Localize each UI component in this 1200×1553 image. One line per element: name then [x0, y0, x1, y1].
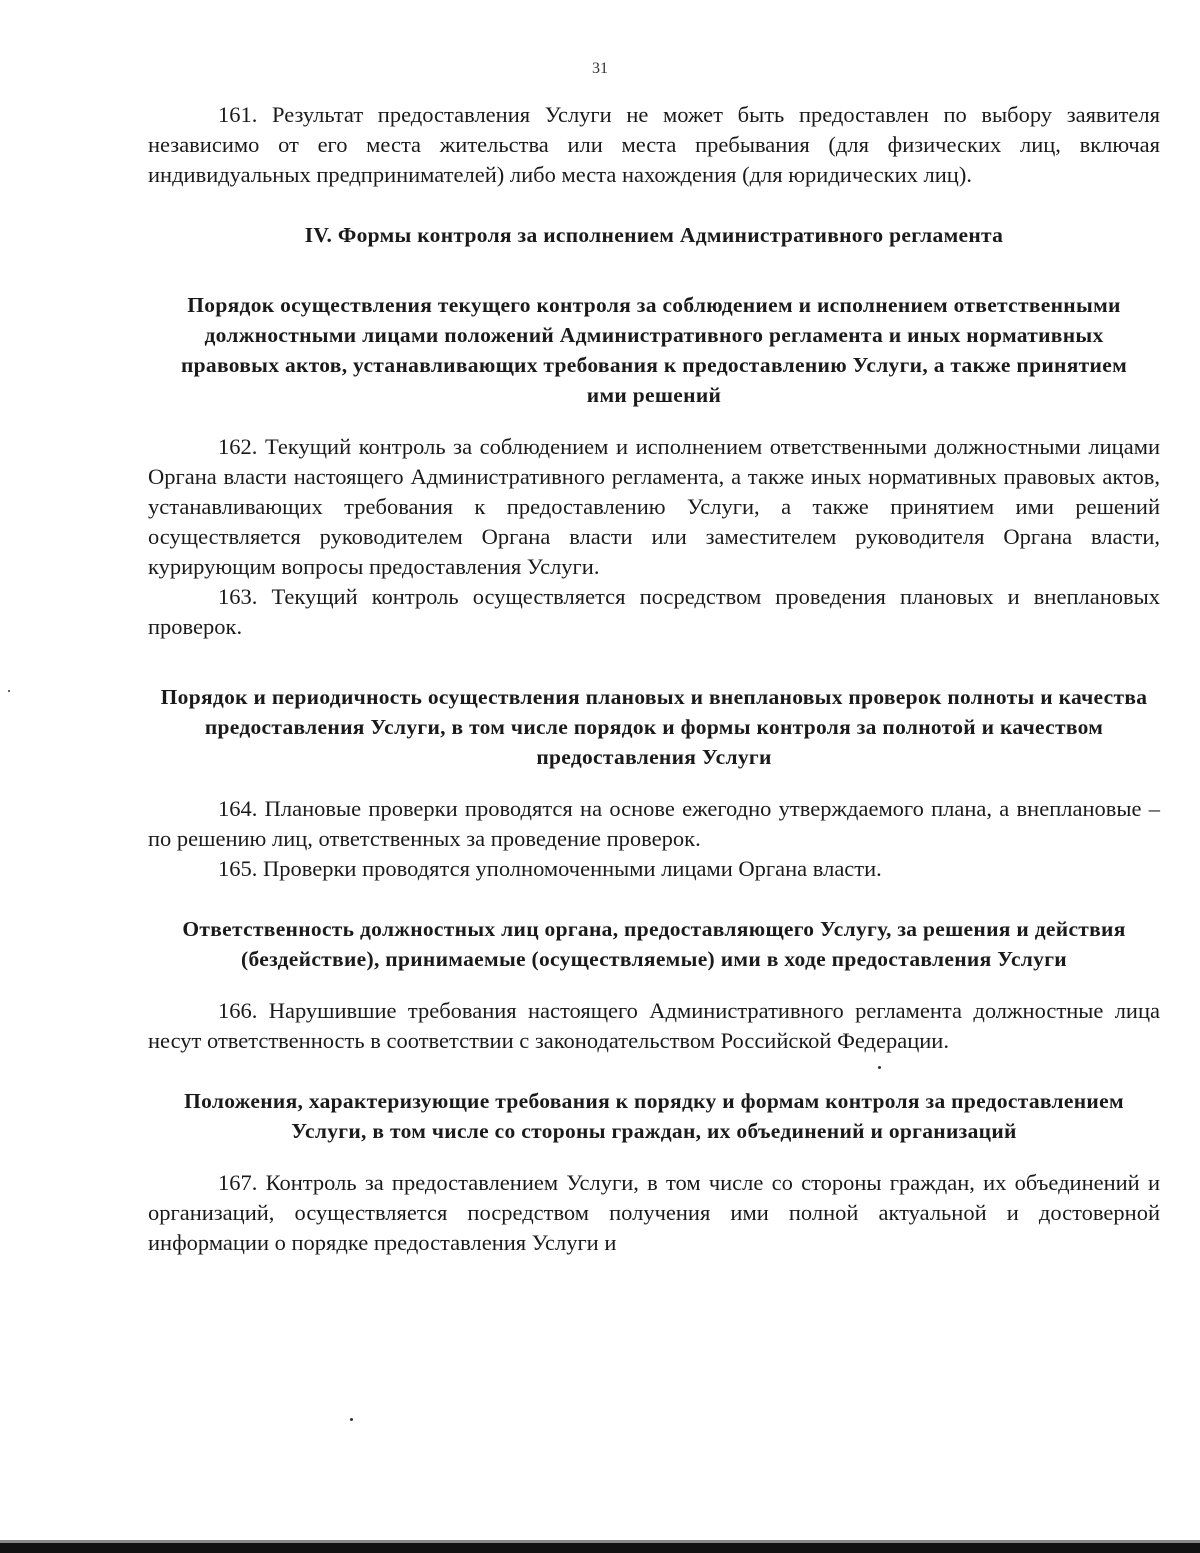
subheading-responsibility: Ответственность должностных лиц органа, предоставляющего Услугу, за решения и действия (бездействие), принимаемые (осуществляемые) ими в ходе предоставления Услуги	[182, 917, 1126, 971]
paragraph-163: 163. Текущий контроль осуществляется посредством проведения плановых и внеплановых проверок.	[148, 584, 1160, 639]
scan-bottom-edge	[0, 1543, 1200, 1553]
subheading-public-control: Положения, характеризующие требования к порядку и формам контроля за предоставлением Услуги, в том числе со стороны граждан, их объединений и организаций	[184, 1089, 1124, 1143]
document-body	[148, 100, 1160, 1258]
paragraph-167: 167. Контроль за предоставлением Услуги, в том числе со стороны граждан, их объединений и организаций, осуществляется посредством получения ими полной актуальной и достоверной информации о порядке предоставления Услуги и	[148, 1170, 1160, 1255]
subheading-inspections: Порядок и периодичность осуществления плановых и внеплановых проверок полноты и качества предоставления Услуги, в том числе порядок и формы контроля за полнотой и качеством предоставления Услуги	[160, 685, 1148, 769]
scan-speck	[8, 690, 10, 692]
scan-speck	[878, 1066, 881, 1069]
paragraph-161: 161. Результат предоставления Услуги не может быть предоставлен по выбору заявителя независимо от его места жительства или места пребывания (для физических лиц, включая индивидуальных предпринимателей) либо места нахождения (для юридических лиц).	[148, 102, 1160, 187]
paragraph-166: 166. Нарушившие требования настоящего Административного регламента должностные лица несут ответственность в соответствии с законодательством Российской Федерации.	[148, 998, 1160, 1053]
section-heading-iv: IV. Формы контроля за исполнением Административного регламента	[304, 223, 1004, 247]
paragraph-165: 165. Проверки проводятся уполномоченными лицами Органа власти.	[218, 856, 882, 881]
page-number: 31	[592, 60, 608, 77]
scan-speck	[350, 1418, 353, 1421]
paragraph-162: 162. Текущий контроль за соблюдением и исполнением ответственными должностными лицами Органа власти настоящего Административного регламента, а также иных нормативных правовых актов, устанавливающих требования к предоставлению Услуги, а также принятием ими решений осуществляется руководителем Органа власти или заместителем руководителя Органа власти, курирующим вопросы предоставления Услуги.	[148, 434, 1160, 579]
paragraph-164: 164. Плановые проверки проводятся на основе ежегодно утверждаемого плана, а внеплановые – по решению лиц, ответственных за проведение проверок.	[148, 796, 1160, 851]
subheading-current-control: Порядок осуществления текущего контроля за соблюдением и исполнением ответственными должностными лицами положений Административного регламента и иных нормативных правовых актов, устанавливающих требования к предоставлению Услуги, а также принятием ими решений	[180, 293, 1128, 407]
